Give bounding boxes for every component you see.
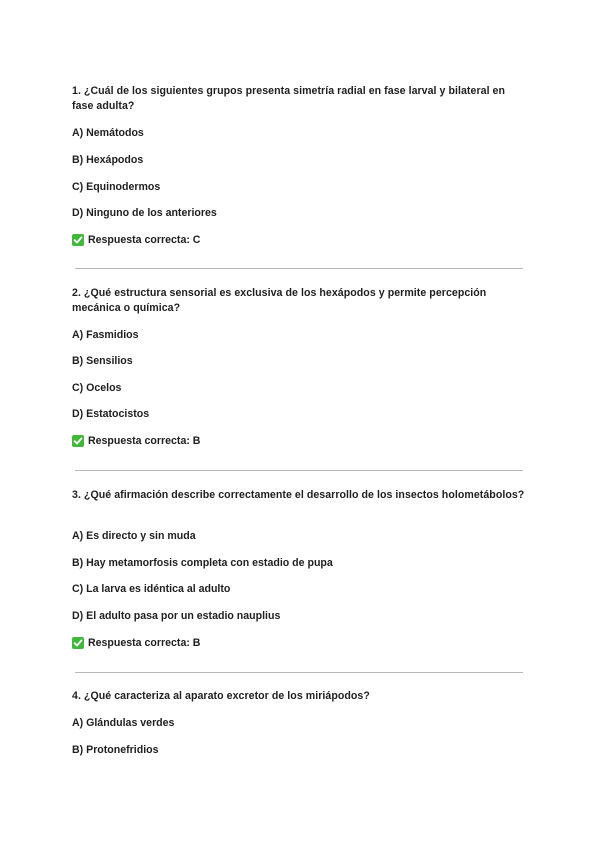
question-text: 2. ¿Qué estructura sensorial es exclusiva de los hexápodos y permite percepción mecánica o química? <box>72 287 487 314</box>
option-d: D) El adulto pasa por un estadio nauplius <box>72 610 281 622</box>
option-d: D) Ninguno de los anteriores <box>72 207 217 219</box>
checkmark-icon <box>72 637 84 649</box>
option-a: A) Es directo y sin muda <box>72 530 196 542</box>
question-4 <box>72 689 528 756</box>
correct-answer-text: Respuesta correcta: B <box>88 435 201 447</box>
question-text: 1. ¿Cuál de los siguientes grupos presenta simetría radial en fase larval y bilateral en fase adulta? <box>72 85 506 112</box>
checkmark-icon <box>72 435 84 447</box>
option-a: A) Glándulas verdes <box>72 717 175 729</box>
option-c: C) Ocelos <box>72 382 122 394</box>
question-text: 3. ¿Qué afirmación describe correctamente el desarrollo de los insectos holometábolos? <box>72 489 525 501</box>
option-c: C) Equinodermos <box>72 181 161 193</box>
correct-answer <box>72 434 200 448</box>
divider <box>75 672 523 673</box>
option-c: C) La larva es idéntica al adulto <box>72 583 231 595</box>
checkmark-icon <box>72 234 84 246</box>
option-b: B) Hay metamorfosis completa con estadio de pupa <box>72 557 333 569</box>
option-b: B) Sensilios <box>72 355 133 367</box>
option-b: B) Protonefridios <box>72 744 159 756</box>
divider <box>75 470 523 471</box>
correct-answer-text: Respuesta correcta: C <box>88 234 201 246</box>
correct-answer <box>72 233 200 247</box>
correct-answer-text: Respuesta correcta: B <box>88 637 201 649</box>
option-b: B) Hexápodos <box>72 154 144 166</box>
question-text: 4. ¿Qué caracteriza al aparato excretor de los miriápodos? <box>72 690 370 702</box>
divider <box>75 268 523 269</box>
question-1 <box>72 84 528 246</box>
option-d: D) Estatocistos <box>72 408 150 420</box>
correct-answer <box>72 636 200 650</box>
question-2 <box>72 286 528 447</box>
question-3 <box>72 488 528 649</box>
option-a: A) Nemátodos <box>72 127 144 139</box>
option-a: A) Fasmidios <box>72 329 139 341</box>
